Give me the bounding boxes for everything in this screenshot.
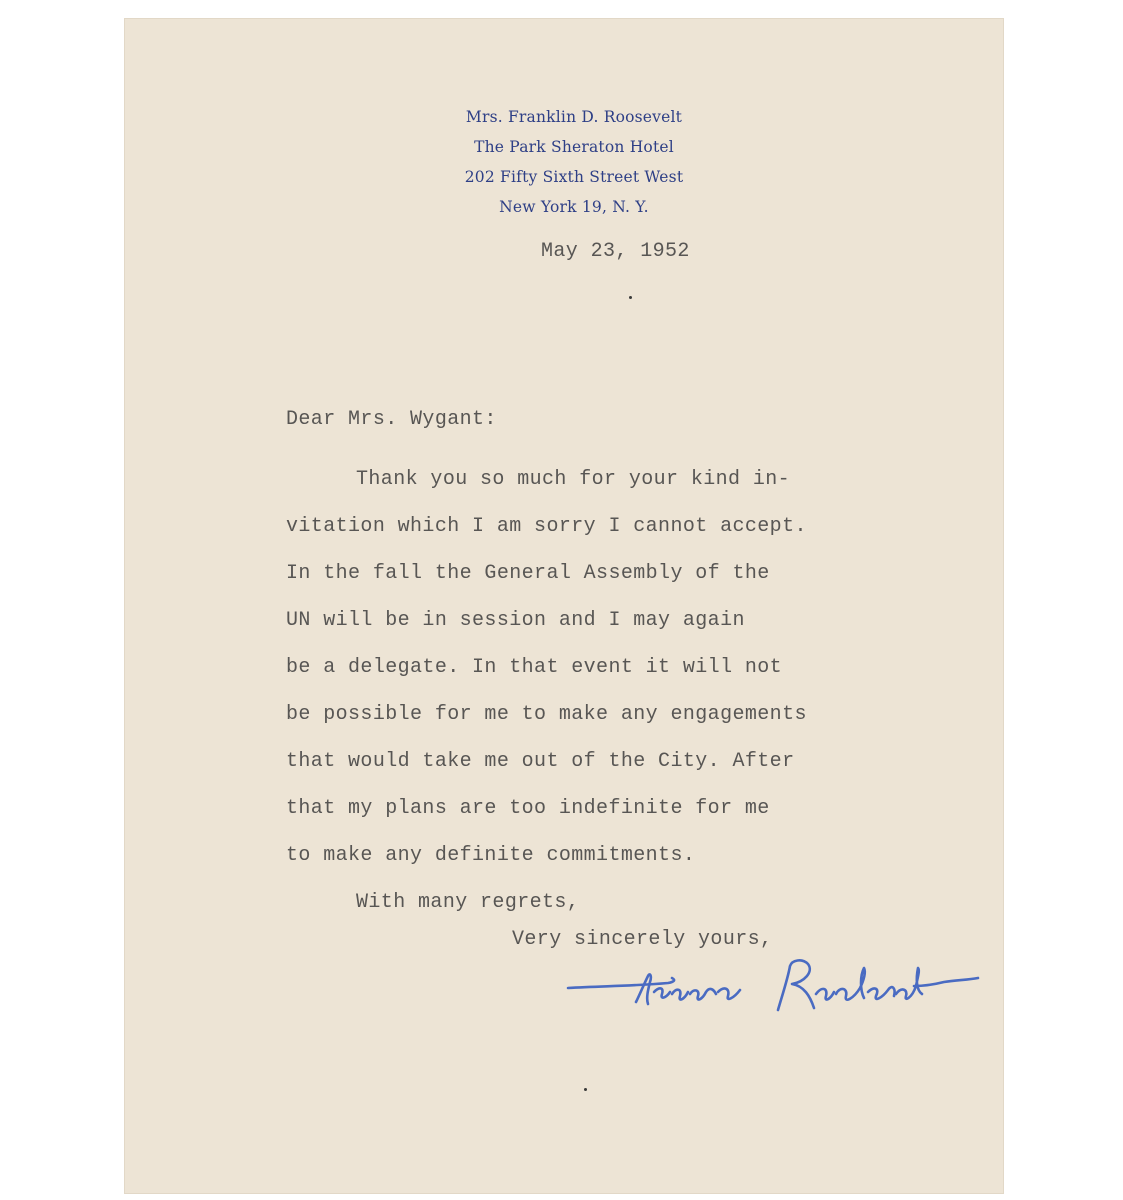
- letterhead-hotel: The Park Sheraton Hotel: [474, 138, 674, 156]
- body-line: Thank you so much for your kind in-: [356, 468, 791, 491]
- letter-date: May 23, 1952: [541, 240, 690, 263]
- letterhead-name: Mrs. Franklin D. Roosevelt: [465, 108, 683, 126]
- body-line: be possible for me to make any engagements: [286, 703, 807, 726]
- body-line-regrets: With many regrets,: [356, 891, 580, 914]
- salutation: Dear Mrs. Wygant:: [286, 408, 497, 431]
- letterhead-city: New York 19, N. Y.: [499, 198, 649, 216]
- paper-speck: [584, 1088, 587, 1091]
- body-line: that would take me out of the City. After: [286, 750, 795, 773]
- body-line: to make any definite commitments.: [286, 844, 696, 867]
- letterhead: [424, 102, 724, 222]
- signature: [564, 946, 984, 1026]
- body-line: that my plans are too indefinite for me: [286, 797, 770, 820]
- body-line: be a delegate. In that event it will not: [286, 656, 783, 679]
- body-line: In the fall the General Assembly of the: [286, 562, 770, 585]
- body-line: vitation which I am sorry I cannot accept.: [286, 515, 807, 538]
- letter-body: [286, 456, 807, 926]
- letter-sheet: [124, 18, 1004, 1194]
- closing: Very sincerely yours,: [512, 928, 773, 951]
- body-line: UN will be in session and I may again: [286, 609, 745, 632]
- letterhead-street: 202 Fifty Sixth Street West: [464, 168, 684, 186]
- paper-speck: [629, 296, 632, 299]
